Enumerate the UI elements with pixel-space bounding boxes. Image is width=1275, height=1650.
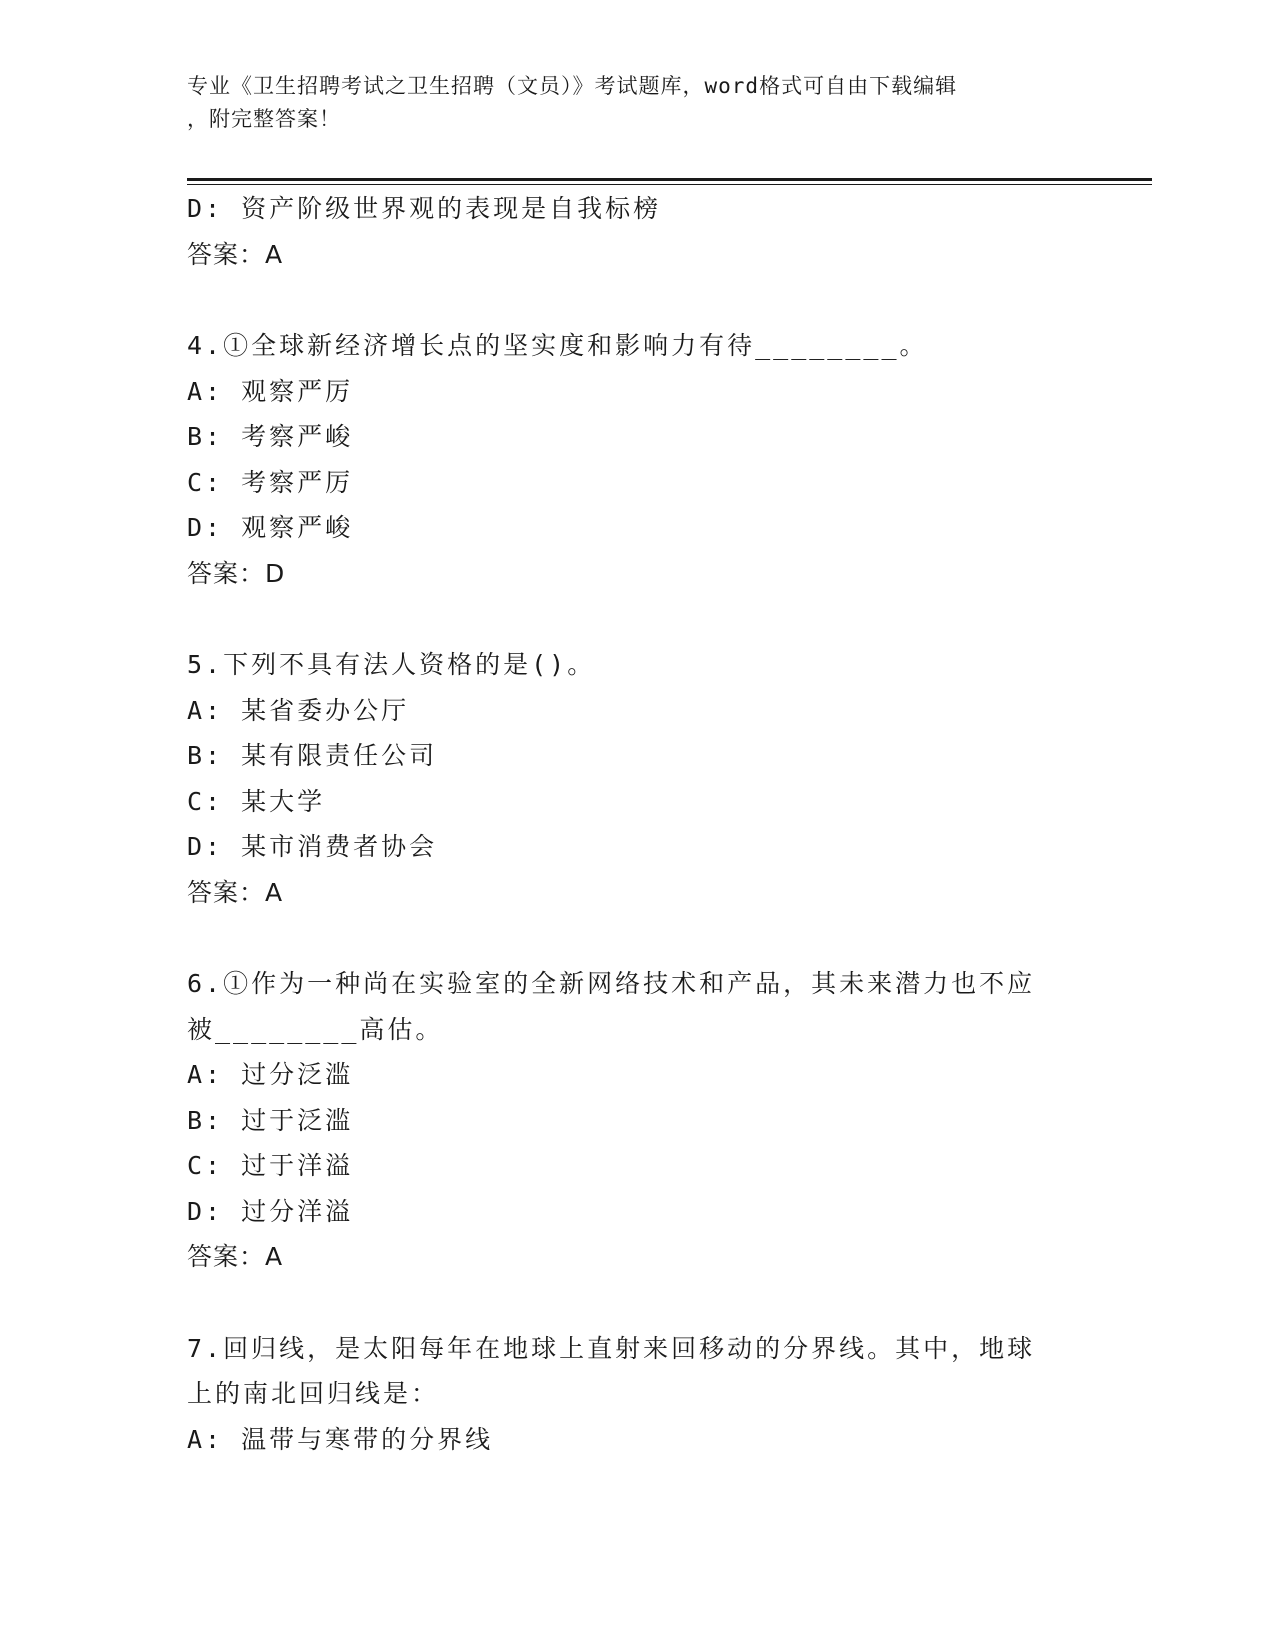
question-spacer bbox=[187, 915, 1067, 961]
question-spacer bbox=[187, 596, 1067, 642]
header-divider-thick bbox=[187, 178, 1152, 181]
question-block-6 bbox=[187, 961, 1067, 1280]
question-list bbox=[187, 186, 1067, 1462]
header-line-1: 专业《卫生招聘考试之卫生招聘（文员）》考试题库，word格式可自由下载编辑 bbox=[187, 74, 958, 98]
document-header bbox=[187, 70, 1067, 136]
question-stem: 5.下列不具有法人资格的是()。 bbox=[187, 650, 596, 679]
question-stem: 4.①全球新经济增长点的坚实度和影响力有待________。 bbox=[187, 331, 928, 360]
question-spacer bbox=[187, 277, 1067, 323]
option-d: D: 资产阶级世界观的表现是自我标榜 bbox=[187, 194, 662, 223]
option-a: A: 某省委办公厅 bbox=[187, 695, 410, 725]
option-c: C: 某大学 bbox=[187, 786, 326, 816]
question-spacer bbox=[187, 1280, 1067, 1326]
option-c: C: 考察严厉 bbox=[187, 467, 354, 497]
question-stem-line-2: 被________高估。 bbox=[187, 1014, 444, 1044]
option-a: A: 观察严厉 bbox=[187, 376, 354, 406]
option-a: A: 过分泛滥 bbox=[187, 1060, 354, 1089]
question-stem-line-1: 7.回归线，是太阳每年在地球上直射来回移动的分界线。其中，地球 bbox=[187, 1333, 1036, 1363]
answer-line: 答案：A bbox=[187, 877, 284, 907]
option-a: A: 温带与寒带的分界线 bbox=[187, 1424, 494, 1454]
answer-line: 答案：A bbox=[187, 239, 284, 269]
answer-line: 答案：D bbox=[187, 558, 286, 588]
question-block-5 bbox=[187, 642, 1067, 915]
option-b: B: 某有限责任公司 bbox=[187, 741, 438, 770]
header-line-2: ，附完整答案！ bbox=[187, 107, 341, 131]
option-d: D: 某市消费者协会 bbox=[187, 832, 438, 861]
question-block-4 bbox=[187, 323, 1067, 596]
option-b: B: 过于泛滥 bbox=[187, 1105, 354, 1135]
option-d: D: 观察严峻 bbox=[187, 513, 354, 542]
option-d: D: 过分洋溢 bbox=[187, 1196, 354, 1226]
question-stem-line-2: 上的南北回归线是： bbox=[187, 1379, 440, 1408]
question-block-previous bbox=[187, 186, 1067, 277]
question-stem-line-1: 6.①作为一种尚在实验室的全新网络技术和产品，其未来潜力也不应 bbox=[187, 969, 1036, 998]
option-c: C: 过于洋溢 bbox=[187, 1151, 354, 1180]
answer-line: 答案：A bbox=[187, 1242, 284, 1271]
option-b: B: 考察严峻 bbox=[187, 422, 354, 451]
header-divider-thin bbox=[187, 184, 1152, 185]
question-block-7 bbox=[187, 1326, 1067, 1463]
